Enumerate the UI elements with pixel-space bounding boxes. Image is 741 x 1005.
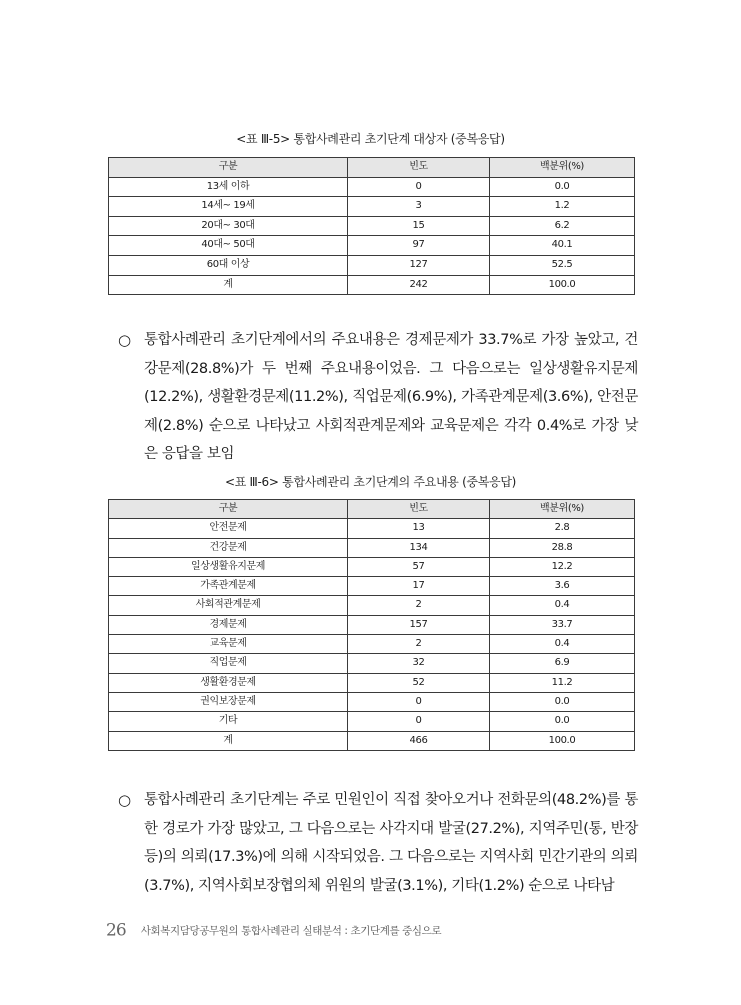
table5 bbox=[108, 157, 635, 295]
table-cell-percent: 28.8 bbox=[490, 538, 635, 557]
table-cell-frequency: 52 bbox=[348, 673, 490, 692]
table-cell-category: 생활환경문제 bbox=[109, 673, 348, 692]
table-cell-category: 권익보장문제 bbox=[109, 692, 348, 711]
paragraph-2-text: 통합사례관리 초기단계는 주로 민원인이 직접 찾아오거나 전화문의(48.2%)를 통한 경로가 가장 많았고, 그 다음으로는 사각지대 발굴(27.2%), 지역주민(통, 반장 등)의 의뢰(17.3%)에 의해 시작되었음. 그 다음으로는 지역사회 민간기관의 의뢰(3.7%), 지역사회보장협의체 위원의 발굴(3.1%), 기타(1.2%) 순으로 나타남 bbox=[144, 792, 638, 894]
table-cell-frequency: 127 bbox=[348, 255, 490, 275]
table6 bbox=[108, 499, 635, 751]
table5-caption: <표 Ⅲ-5> 통합사례관리 초기단계 대상자 (중복응답) bbox=[236, 132, 505, 146]
table-row bbox=[109, 654, 635, 673]
table-row bbox=[109, 712, 635, 731]
table-cell-category: 사회적관계문제 bbox=[109, 596, 348, 615]
table-cell-percent: 0.0 bbox=[490, 692, 635, 711]
paragraph-2 bbox=[118, 786, 638, 900]
table-row bbox=[109, 538, 635, 557]
table-cell-frequency: 466 bbox=[348, 731, 490, 750]
table6-header-percent: 백분위(%) bbox=[490, 500, 635, 519]
table-cell-category: 계 bbox=[109, 275, 348, 295]
table-cell-category: 60대 이상 bbox=[109, 255, 348, 275]
table-cell-category: 안전문제 bbox=[109, 519, 348, 538]
table-cell-frequency: 13 bbox=[348, 519, 490, 538]
table-cell-category: 13세 이하 bbox=[109, 177, 348, 197]
table-cell-percent: 3.6 bbox=[490, 577, 635, 596]
table-cell-percent: 100.0 bbox=[490, 275, 635, 295]
table5-header-percent: 백분위(%) bbox=[490, 158, 635, 178]
page-footer bbox=[106, 920, 441, 941]
table-cell-category: 교육문제 bbox=[109, 635, 348, 654]
bullet-icon: ○ bbox=[118, 331, 131, 349]
table-cell-frequency: 32 bbox=[348, 654, 490, 673]
table-cell-category: 기타 bbox=[109, 712, 348, 731]
table-cell-frequency: 242 bbox=[348, 275, 490, 295]
table-cell-frequency: 17 bbox=[348, 577, 490, 596]
table-cell-frequency: 0 bbox=[348, 692, 490, 711]
table-cell-frequency: 134 bbox=[348, 538, 490, 557]
table-cell-frequency: 0 bbox=[348, 712, 490, 731]
table-cell-frequency: 15 bbox=[348, 216, 490, 236]
table-row bbox=[109, 577, 635, 596]
table-cell-frequency: 157 bbox=[348, 615, 490, 634]
running-title: 사회복지담당공무원의 통합사례관리 실태분석 : 초기단계를 중심으로 bbox=[140, 925, 442, 937]
table-row bbox=[109, 635, 635, 654]
table5-header-frequency: 빈도 bbox=[348, 158, 490, 178]
table-cell-percent: 52.5 bbox=[490, 255, 635, 275]
table-row bbox=[109, 519, 635, 538]
table-cell-percent: 11.2 bbox=[490, 673, 635, 692]
table-row bbox=[109, 692, 635, 711]
table6-header-row bbox=[109, 500, 635, 519]
table-cell-frequency: 57 bbox=[348, 557, 490, 576]
table5-header-row bbox=[109, 158, 635, 178]
table-cell-percent: 0.4 bbox=[490, 596, 635, 615]
table6-caption: <표 Ⅲ-6> 통합사례관리 초기단계의 주요내용 (중복응답) bbox=[224, 475, 517, 489]
table-cell-category: 가족관계문제 bbox=[109, 577, 348, 596]
table-cell-percent: 6.9 bbox=[490, 654, 635, 673]
table-cell-category: 경제문제 bbox=[109, 615, 348, 634]
table-row bbox=[109, 216, 635, 236]
table-cell-percent: 0.0 bbox=[490, 177, 635, 197]
table-cell-category: 14세~ 19세 bbox=[109, 197, 348, 217]
page-number: 26 bbox=[106, 920, 126, 941]
table-cell-percent: 33.7 bbox=[490, 615, 635, 634]
table-cell-percent: 12.2 bbox=[490, 557, 635, 576]
table-cell-frequency: 2 bbox=[348, 635, 490, 654]
table-cell-percent: 2.8 bbox=[490, 519, 635, 538]
table6-header-frequency: 빈도 bbox=[348, 500, 490, 519]
table-cell-frequency: 97 bbox=[348, 236, 490, 256]
paragraph-1 bbox=[118, 326, 638, 469]
table-row bbox=[109, 177, 635, 197]
table-cell-category: 40대~ 50대 bbox=[109, 236, 348, 256]
table-cell-category: 일상생활유지문제 bbox=[109, 557, 348, 576]
table-cell-category: 20대~ 30대 bbox=[109, 216, 348, 236]
table-row bbox=[109, 615, 635, 634]
table-row bbox=[109, 236, 635, 256]
table6-header-category: 구분 bbox=[109, 500, 348, 519]
table-cell-frequency: 2 bbox=[348, 596, 490, 615]
table-row bbox=[109, 673, 635, 692]
table-cell-category: 직업문제 bbox=[109, 654, 348, 673]
table-row bbox=[109, 197, 635, 217]
table-cell-category: 계 bbox=[109, 731, 348, 750]
table-row bbox=[109, 255, 635, 275]
table-cell-percent: 0.4 bbox=[490, 635, 635, 654]
table-cell-category: 건강문제 bbox=[109, 538, 348, 557]
table-cell-percent: 100.0 bbox=[490, 731, 635, 750]
bullet-icon: ○ bbox=[118, 791, 131, 809]
table-cell-frequency: 3 bbox=[348, 197, 490, 217]
table5-header-category: 구분 bbox=[109, 158, 348, 178]
table-cell-percent: 0.0 bbox=[490, 712, 635, 731]
table-cell-percent: 6.2 bbox=[490, 216, 635, 236]
table-row bbox=[109, 596, 635, 615]
table-cell-percent: 1.2 bbox=[490, 197, 635, 217]
paragraph-1-text: 통합사례관리 초기단계에서의 주요내용은 경제문제가 33.7%로 가장 높았고, 건강문제(28.8%)가 두 번째 주요내용이었음. 그 다음으로는 일상생활유지문제(12.2%), 생활환경문제(11.2%), 직업문제(6.9%), 가족관계문제(3.6%), 안전문제(2.8%) 순으로 나타났고 사회적관계문제와 교육문제은 각각 0.4%로 가장 낮은 응답을 보임 bbox=[144, 332, 638, 462]
table-row bbox=[109, 557, 635, 576]
table-cell-frequency: 0 bbox=[348, 177, 490, 197]
table-cell-percent: 40.1 bbox=[490, 236, 635, 256]
table-total-row bbox=[109, 275, 635, 295]
table-total-row bbox=[109, 731, 635, 750]
